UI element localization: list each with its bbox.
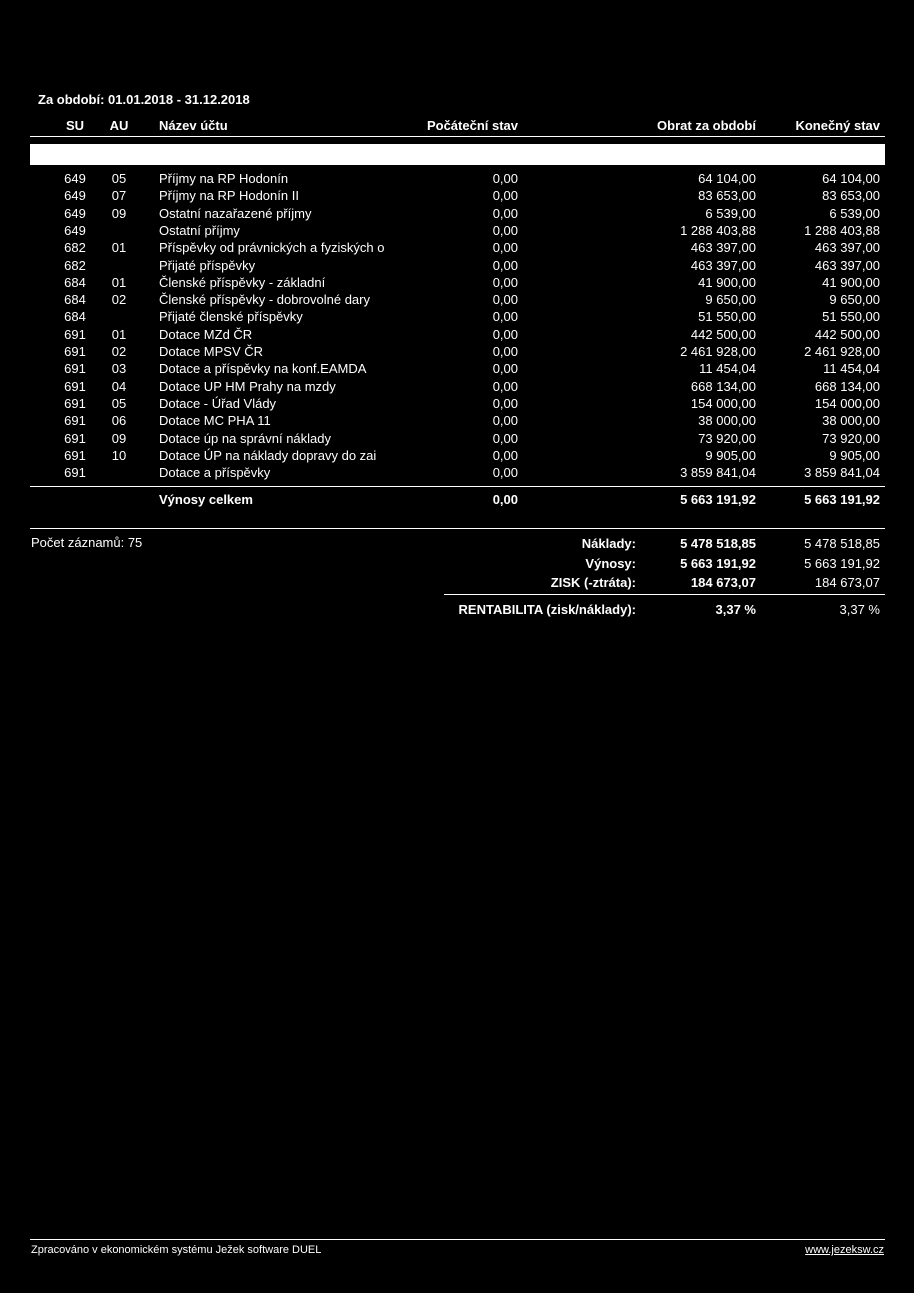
cell-start: 0,00	[492, 413, 518, 429]
cell-name: Přijaté členské příspěvky	[159, 309, 303, 325]
cell-name: Členské příspěvky - základní	[159, 274, 326, 290]
cell-turnover: 73 920,00	[698, 430, 756, 446]
cell-au: 04	[111, 378, 127, 394]
summary-label: Náklady:	[581, 536, 636, 551]
cell-turnover: 6 539,00	[705, 205, 756, 221]
cell-start: 0,00	[492, 309, 518, 325]
total-row	[0, 491, 914, 508]
cell-name: Dotace a příspěvky na konf.EAMDA	[159, 361, 367, 377]
summary-row	[0, 574, 914, 591]
table-row	[0, 378, 914, 395]
cell-turnover: 1 288 403,88	[680, 222, 756, 238]
rentability-row	[0, 601, 914, 618]
summary-label: Výnosy:	[585, 555, 636, 571]
cell-end: 442 500,00	[814, 326, 880, 342]
cell-su: 684	[64, 274, 86, 290]
cell-au: 01	[111, 326, 127, 342]
table-row	[0, 447, 914, 464]
cell-turnover: 463 397,00	[690, 240, 756, 256]
summary-value-end: 184 673,07	[814, 575, 880, 590]
cell-name: Dotace MC PHA 11	[159, 413, 271, 429]
cell-su: 649	[64, 205, 86, 221]
footer-link[interactable]: www.jezeksw.cz	[805, 1244, 884, 1256]
cell-name: Členské příspěvky - dobrovolné dary	[159, 292, 370, 308]
table-row	[0, 395, 914, 412]
col-header-su: SU	[65, 118, 85, 133]
cell-turnover: 9 905,00	[705, 447, 756, 463]
summary-value: 5 663 191,92	[680, 555, 756, 571]
total-start: 0,00	[492, 492, 518, 507]
cell-start: 0,00	[492, 326, 518, 342]
col-header-au: AU	[109, 118, 129, 133]
cell-su: 691	[64, 465, 86, 481]
table-row	[0, 308, 914, 325]
footer-divider	[30, 1239, 885, 1240]
table-row	[0, 326, 914, 343]
cell-end: 463 397,00	[814, 257, 880, 273]
cell-end: 11 454,04	[823, 361, 880, 377]
cell-au: 09	[111, 430, 127, 446]
cell-au: 05	[111, 171, 127, 186]
cell-name: Dotace - Úřad Vlády	[159, 395, 277, 411]
cell-end: 6 539,00	[829, 205, 880, 221]
cell-su: 691	[64, 344, 86, 359]
cell-turnover: 38 000,00	[698, 413, 756, 429]
cell-end: 64 104,00	[822, 171, 880, 186]
rentability-label: RENTABILITA (zisk/náklady):	[458, 602, 636, 617]
cell-turnover: 51 550,00	[698, 309, 756, 325]
table-row	[0, 239, 914, 256]
column-header-row	[0, 117, 914, 134]
cell-name: Příspěvky od právnických a fyziských o	[159, 240, 385, 256]
cell-su: 691	[64, 413, 86, 429]
cell-su: 684	[64, 292, 86, 308]
cell-start: 0,00	[492, 292, 518, 308]
cell-turnover: 154 000,00	[690, 395, 756, 411]
total-end: 5 663 191,92	[804, 492, 880, 507]
table-row	[0, 222, 914, 239]
table-row	[0, 412, 914, 429]
table-row	[0, 360, 914, 377]
col-header-name: Název účtu	[159, 118, 228, 133]
cell-start: 0,00	[492, 222, 518, 238]
cell-start: 0,00	[492, 430, 518, 446]
rentability-value: 3,37 %	[715, 602, 756, 617]
total-label: Výnosy celkem	[159, 492, 253, 507]
cell-au: 10	[111, 447, 127, 463]
cell-start: 0,00	[492, 274, 518, 290]
cell-su: 649	[64, 171, 86, 186]
cell-au: 05	[111, 395, 127, 411]
summary-value: 184 673,07	[690, 575, 756, 590]
cell-start: 0,00	[492, 257, 518, 273]
cell-start: 0,00	[492, 205, 518, 221]
cell-end: 2 461 928,00	[804, 344, 880, 359]
cell-turnover: 668 134,00	[690, 378, 756, 394]
cell-turnover: 9 650,00	[705, 292, 756, 308]
table-row	[0, 205, 914, 222]
cell-end: 83 653,00	[822, 188, 880, 204]
cell-start: 0,00	[492, 465, 518, 481]
cell-turnover: 11 454,04	[699, 361, 756, 377]
summary-label: ZISK (-ztráta):	[550, 575, 636, 590]
cell-start: 0,00	[492, 447, 518, 463]
section-bar	[30, 144, 885, 165]
cell-name: Dotace ÚP na náklady dopravy do zai	[159, 447, 377, 463]
cell-end: 9 905,00	[829, 447, 880, 463]
cell-su: 682	[64, 257, 86, 273]
cell-turnover: 442 500,00	[690, 326, 756, 342]
cell-turnover: 41 900,00	[698, 274, 756, 290]
cell-name: Ostatní příjmy	[159, 222, 240, 238]
cell-name: Ostatní nazařazené příjmy	[159, 205, 312, 221]
header-divider	[30, 136, 885, 137]
cell-start: 0,00	[492, 240, 518, 256]
table-row	[0, 274, 914, 291]
summary-row	[0, 535, 914, 552]
cell-start: 0,00	[492, 188, 518, 204]
table-row	[0, 291, 914, 308]
cell-au: 01	[111, 274, 127, 290]
cell-start: 0,00	[492, 171, 518, 186]
cell-name: Příjmy na RP Hodonín	[159, 171, 289, 186]
summary-value-end: 5 663 191,92	[804, 555, 880, 571]
cell-au: 07	[111, 188, 127, 204]
cell-su: 684	[64, 309, 86, 325]
cell-su: 691	[64, 430, 86, 446]
table-row	[0, 343, 914, 360]
cell-name: Dotace UP HM Prahy na mzdy	[159, 378, 336, 394]
cell-au: 01	[111, 240, 127, 256]
cell-name: Dotace MZd ČR	[159, 326, 253, 342]
col-header-turnover: Obrat za období	[657, 118, 756, 133]
report-header-band	[30, 30, 885, 85]
cell-au: 06	[111, 413, 127, 429]
cell-au: 09	[111, 205, 127, 221]
total-turnover: 5 663 191,92	[680, 492, 756, 507]
cell-end: 9 650,00	[829, 292, 880, 308]
cell-end: 3 859 841,04	[804, 465, 880, 481]
cell-au: 02	[111, 344, 127, 359]
table-row	[0, 187, 914, 204]
cell-su: 649	[64, 222, 86, 238]
rentability-divider	[444, 594, 885, 595]
col-header-start: Počáteční stav	[426, 118, 518, 133]
cell-end: 463 397,00	[814, 240, 880, 256]
cell-su: 682	[64, 240, 86, 256]
cell-su: 691	[64, 447, 86, 463]
cell-su: 691	[64, 378, 86, 394]
cell-end: 51 550,00	[822, 309, 880, 325]
footer-left: Zpracováno v ekonomickém systému Ježek software DUEL	[31, 1244, 322, 1256]
cell-su: 691	[64, 361, 86, 377]
cell-su: 691	[64, 395, 86, 411]
summary-divider	[30, 528, 885, 529]
cell-au: 02	[111, 292, 127, 308]
table-row	[0, 170, 914, 187]
cell-turnover: 83 653,00	[698, 188, 756, 204]
cell-su: 649	[64, 188, 86, 204]
cell-au: 03	[111, 361, 127, 377]
cell-turnover: 2 461 928,00	[680, 344, 756, 359]
cell-start: 0,00	[492, 378, 518, 394]
period-label: Za období: 01.01.2018 - 31.12.2018	[38, 92, 250, 107]
cell-end: 1 288 403,88	[804, 222, 880, 238]
cell-end: 73 920,00	[822, 430, 880, 446]
cell-name: Dotace úp na správní náklady	[159, 430, 331, 446]
total-divider	[30, 486, 885, 487]
table-row	[0, 430, 914, 447]
table-row	[0, 257, 914, 274]
cell-end: 154 000,00	[814, 395, 880, 411]
cell-name: Příjmy na RP Hodonín II	[159, 188, 299, 204]
cell-name: Dotace MPSV ČR	[159, 344, 264, 359]
cell-start: 0,00	[492, 395, 518, 411]
summary-row	[0, 555, 914, 572]
table-row	[0, 464, 914, 481]
cell-turnover: 64 104,00	[698, 171, 756, 186]
rentability-value-end: 3,37 %	[839, 602, 880, 617]
cell-su: 691	[64, 326, 86, 342]
cell-end: 38 000,00	[822, 413, 880, 429]
cell-start: 0,00	[492, 344, 518, 359]
cell-name: Přijaté příspěvky	[159, 257, 256, 273]
cell-end: 41 900,00	[822, 274, 880, 290]
record-count: Počet záznamů: 75	[31, 535, 143, 550]
cell-turnover: 463 397,00	[690, 257, 756, 273]
cell-end: 668 134,00	[814, 378, 880, 394]
col-header-end: Konečný stav	[795, 118, 880, 133]
cell-turnover: 3 859 841,04	[680, 465, 756, 481]
summary-value-end: 5 478 518,85	[804, 536, 880, 551]
summary-value: 5 478 518,85	[680, 536, 756, 551]
cell-name: Dotace a příspěvky	[159, 465, 271, 481]
cell-start: 0,00	[492, 361, 518, 377]
